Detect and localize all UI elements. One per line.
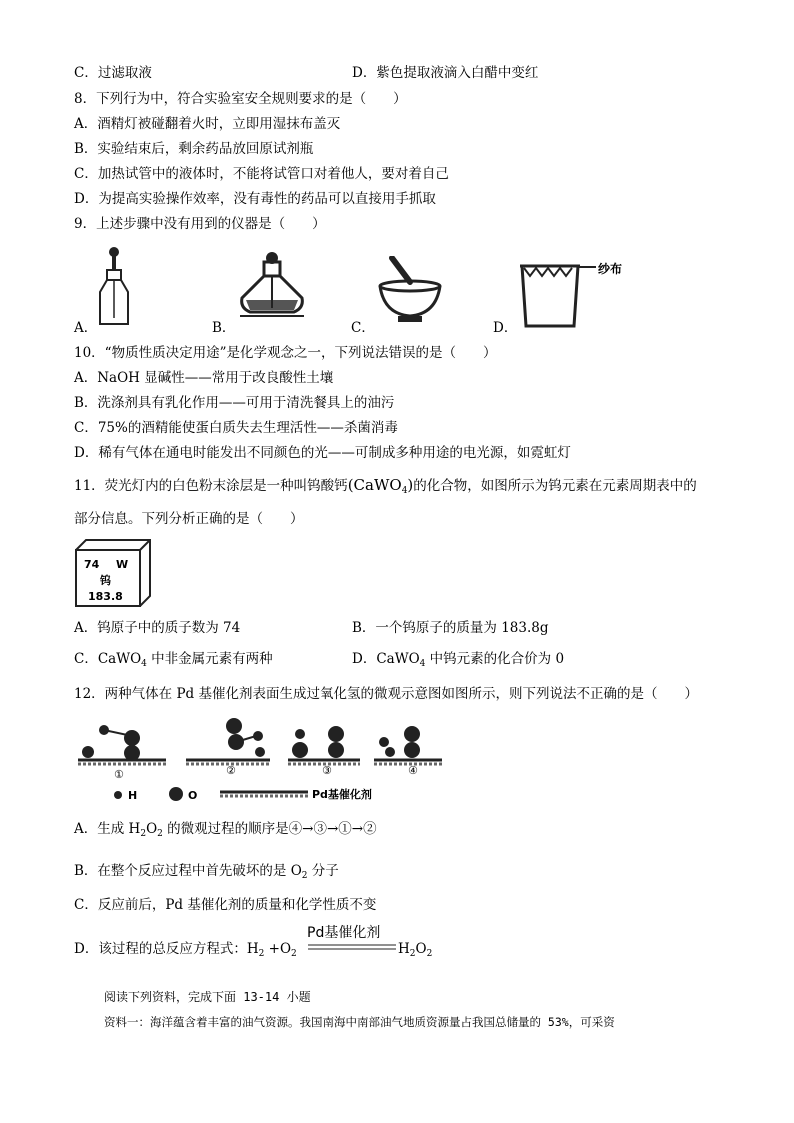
q12-option-b bbox=[74, 862, 339, 885]
tile-element-name: 钨 bbox=[100, 574, 111, 587]
catalyst-reaction-diagram bbox=[74, 712, 446, 804]
q11-stem-line1 bbox=[74, 476, 697, 500]
q7-option-d: D．紫色提取液滴入白醋中变红 bbox=[352, 65, 539, 81]
eq-product-h-sub: 2 bbox=[409, 949, 416, 959]
q12-option-a-sub1: 2 bbox=[140, 829, 147, 839]
q12-stem: 12．两种气体在 Pd 基催化剂表面生成过氧化氢的微观示意图如图所示，则下列说法不正确的是（ ） bbox=[74, 686, 698, 702]
q12-option-b-sub: 2 bbox=[301, 871, 308, 881]
step-3-figure bbox=[288, 726, 360, 764]
step-2-label: ② bbox=[226, 764, 236, 777]
q8-option-b: B．实验结束后，剩余药品放回原试剂瓶 bbox=[74, 141, 314, 157]
tile-atomic-number: 74 bbox=[84, 558, 100, 571]
q9-label-c: C． bbox=[351, 320, 375, 336]
step-4-label: ④ bbox=[408, 764, 418, 777]
q12-option-b-part2: 分子 bbox=[307, 863, 339, 879]
q8-option-a: A．酒精灯被碰翻着火时，立即用湿抹布盖灭 bbox=[74, 116, 341, 132]
q12-option-a-sub2: 2 bbox=[157, 829, 163, 839]
legend-o-dot bbox=[169, 787, 183, 801]
q10-option-b: B．洗涤剂具有乳化作用——可用于清洗餐具上的油污 bbox=[74, 395, 395, 411]
step-2-figure bbox=[186, 718, 270, 764]
q9-stem: 9．上述步骤中没有用到的仪器是（ ） bbox=[74, 216, 326, 232]
q12-option-d-prefix: D．该过程的总反应方程式： bbox=[74, 941, 247, 957]
q11-option-d-part1: D．CaWO bbox=[352, 651, 420, 667]
tile-symbol: W bbox=[116, 558, 129, 571]
eq-condition: Pd基催化剂 bbox=[307, 925, 381, 941]
reading-material-1: 资料一：海洋蕴含着丰富的油气资源。我国南海中南部油气地质资源量占我国总储量的 53%，可采资 bbox=[104, 1015, 615, 1029]
q11-stem-part2: 的化合物，如图所示为钨元素在元素周期表中的 bbox=[413, 478, 697, 494]
q10-stem: 10．“物质性质决定用途”是化学观念之一，下列说法错误的是（ ） bbox=[74, 345, 497, 361]
q8-option-c: C．加热试管中的液体时，不能将试管口对着他人，要对着自己 bbox=[74, 166, 449, 182]
legend-h-label: H bbox=[128, 789, 138, 802]
eq-product bbox=[398, 940, 432, 963]
q8-stem: 8．下列行为中，符合实验室安全规则要求的是（ ） bbox=[74, 91, 407, 107]
beaker-with-gauze-image bbox=[518, 260, 580, 330]
step-3-label: ③ bbox=[322, 764, 332, 777]
q11-formula bbox=[348, 476, 414, 494]
q11-stem-part1: 11．荧光灯内的白色粉末涂层是一种叫钨酸钙 bbox=[74, 478, 348, 494]
q12-option-c: C．反应前后，Pd 基催化剂的质量和化学性质不变 bbox=[74, 897, 377, 913]
gauze-pointer-line bbox=[578, 264, 596, 270]
q11-option-d-sub: 4 bbox=[419, 659, 426, 669]
eq-arrow-lines bbox=[308, 944, 396, 950]
eq-product-o: O bbox=[415, 941, 427, 957]
eq-h-sub: 2 bbox=[258, 949, 265, 959]
q9-label-b: B． bbox=[212, 320, 236, 336]
legend-o-label: O bbox=[188, 789, 198, 802]
step-1-figure bbox=[78, 725, 166, 764]
q9-label-a: A． bbox=[74, 320, 98, 336]
q11-option-d-part2: 中钨元素的化合价为 0 bbox=[425, 651, 565, 667]
q10-option-a: A．NaOH 显碱性——常用于改良酸性土壤 bbox=[74, 370, 334, 386]
eq-o-sub: 2 bbox=[291, 949, 297, 959]
q11-option-c bbox=[74, 650, 273, 673]
q12-option-a-part1: A．生成 H bbox=[74, 821, 141, 837]
q11-stem-line2: 部分信息。下列分析正确的是（ ） bbox=[74, 511, 304, 527]
eq-product-h: H bbox=[398, 941, 410, 957]
q10-option-c: C．75%的酒精能使蛋白质失去生理活性——杀菌消毒 bbox=[74, 420, 398, 436]
gauze-label: 纱布 bbox=[598, 262, 623, 276]
q12-option-a-part2: O bbox=[146, 821, 158, 837]
q12-option-b-part1: B．在整个反应过程中首先破坏的是 O bbox=[74, 863, 302, 879]
q11-formula-main: (CaWO bbox=[347, 476, 402, 494]
q11-option-c-sub: 4 bbox=[141, 659, 147, 669]
eq-h: H bbox=[246, 941, 259, 957]
q11-option-b: B．一个钨原子的质量为 183.8g bbox=[352, 620, 549, 636]
q11-formula-sub: 4 bbox=[401, 486, 408, 496]
q12-option-a-part3: 的微观过程的顺序是④→③→①→② bbox=[162, 821, 377, 837]
legend-h-dot bbox=[114, 791, 122, 799]
q8-option-d: D．为提高实验操作效率，没有毒性的药品可以直接用手抓取 bbox=[74, 191, 436, 207]
legend-catalyst-label: Pd基催化剂 bbox=[312, 788, 372, 801]
tungsten-element-tile bbox=[74, 538, 154, 608]
q11-option-a: A．钨原子中的质子数为 74 bbox=[74, 620, 241, 636]
reading-heading: 阅读下列资料，完成下面 13-14 小题 bbox=[104, 990, 311, 1004]
q11-formula-end: ) bbox=[407, 476, 414, 494]
eq-product-o-sub: 2 bbox=[426, 949, 433, 959]
alcohol-lamp-image bbox=[236, 250, 308, 326]
mortar-and-pestle-image bbox=[376, 256, 444, 328]
q10-option-d: D．稀有气体在通电时能发出不同颜色的光——可制成多种用途的电光源，如霓虹灯 bbox=[74, 445, 571, 461]
q9-label-d: D． bbox=[493, 320, 518, 336]
step-4-figure bbox=[374, 726, 442, 764]
q11-option-c-part2: 中非金属元素有两种 bbox=[146, 651, 273, 667]
q11-option-d bbox=[352, 650, 564, 673]
eq-plus-o: +O bbox=[264, 941, 292, 957]
tile-atomic-mass: 183.8 bbox=[88, 590, 123, 603]
step-1-label: ① bbox=[114, 768, 124, 781]
q7-option-c: C．过滤取液 bbox=[74, 65, 152, 81]
dropper-bottle-image bbox=[94, 244, 134, 330]
q12-option-a bbox=[74, 820, 377, 843]
q12-option-d bbox=[74, 940, 297, 963]
q11-option-c-part1: C．CaWO bbox=[74, 651, 142, 667]
